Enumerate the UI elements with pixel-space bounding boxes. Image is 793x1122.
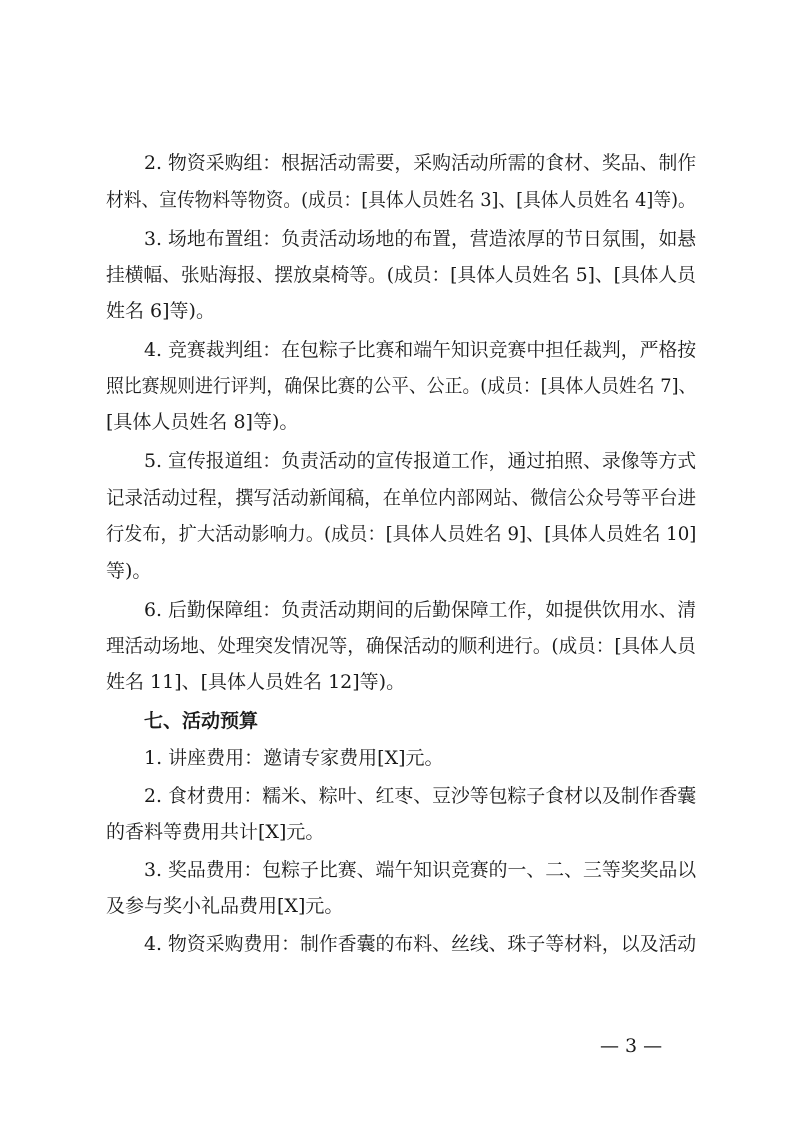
text-line: 6. 后勤保障组：负责活动期间的后勤保障工作，如提供饮用水、清 [144,599,697,621]
text-line: 及参与奖小礼品费用[X]元。 [106,895,344,917]
text-line: 5. 宣传报道组：负责活动的宣传报道工作，通过拍照、录像等方式 [144,450,697,472]
text-line: 1. 讲座费用：邀请专家费用[X]元。 [144,747,444,769]
text-line: 等)。 [106,560,152,582]
text-line: 照比赛规则进行评判，确保比赛的公平、公正。(成员：[具体人员姓名 7]、 [106,375,697,397]
text-line: 2. 食材费用：糯米、粽叶、红枣、豆沙等包粽子食材以及制作香囊 [144,785,697,807]
text-line: 4. 竞赛裁判组：在包粽子比赛和端午知识竞赛中担任裁判，严格按 [144,339,697,361]
text-line: 4. 物资采购费用：制作香囊的布料、丝线、珠子等材料，以及活动 [144,933,697,955]
text-line: 记录活动过程，撰写活动新闻稿，在单位内部网站、微信公众号等平台进 [106,487,697,509]
text-line: 行发布，扩大活动影响力。(成员：[具体人员姓名 9]、[具体人员姓名 10] [106,523,697,545]
page-number: — 3 — [600,1035,663,1057]
text-line: 挂横幅、张贴海报、摆放桌椅等。(成员：[具体人员姓名 5]、[具体人员 [106,264,696,286]
text-line: 理活动场地、处理突发情况等，确保活动的顺利进行。(成员：[具体人员 [106,635,696,657]
text-line: 3. 奖品费用：包粽子比赛、端午知识竞赛的一、二、三等奖奖品以 [144,859,697,881]
text-line: 2. 物资采购组：根据活动需要，采购活动所需的食材、奖品、制作 [144,152,697,174]
text-line: 姓名 6]等)。 [106,300,215,322]
text-line: 3. 场地布置组：负责活动场地的布置，营造浓厚的节日氛围，如悬 [144,228,697,250]
text-line: 材料、宣传物料等物资。(成员：[具体人员姓名 3]、[具体人员姓名 4]等)。 [106,189,696,211]
text-line: 的香料等费用共计[X]元。 [106,821,325,843]
text-line: 姓名 11]、[具体人员姓名 12]等)。 [106,671,406,693]
section-heading: 七、活动预算 [144,710,259,732]
text-line: [具体人员姓名 8]等)。 [106,411,299,433]
